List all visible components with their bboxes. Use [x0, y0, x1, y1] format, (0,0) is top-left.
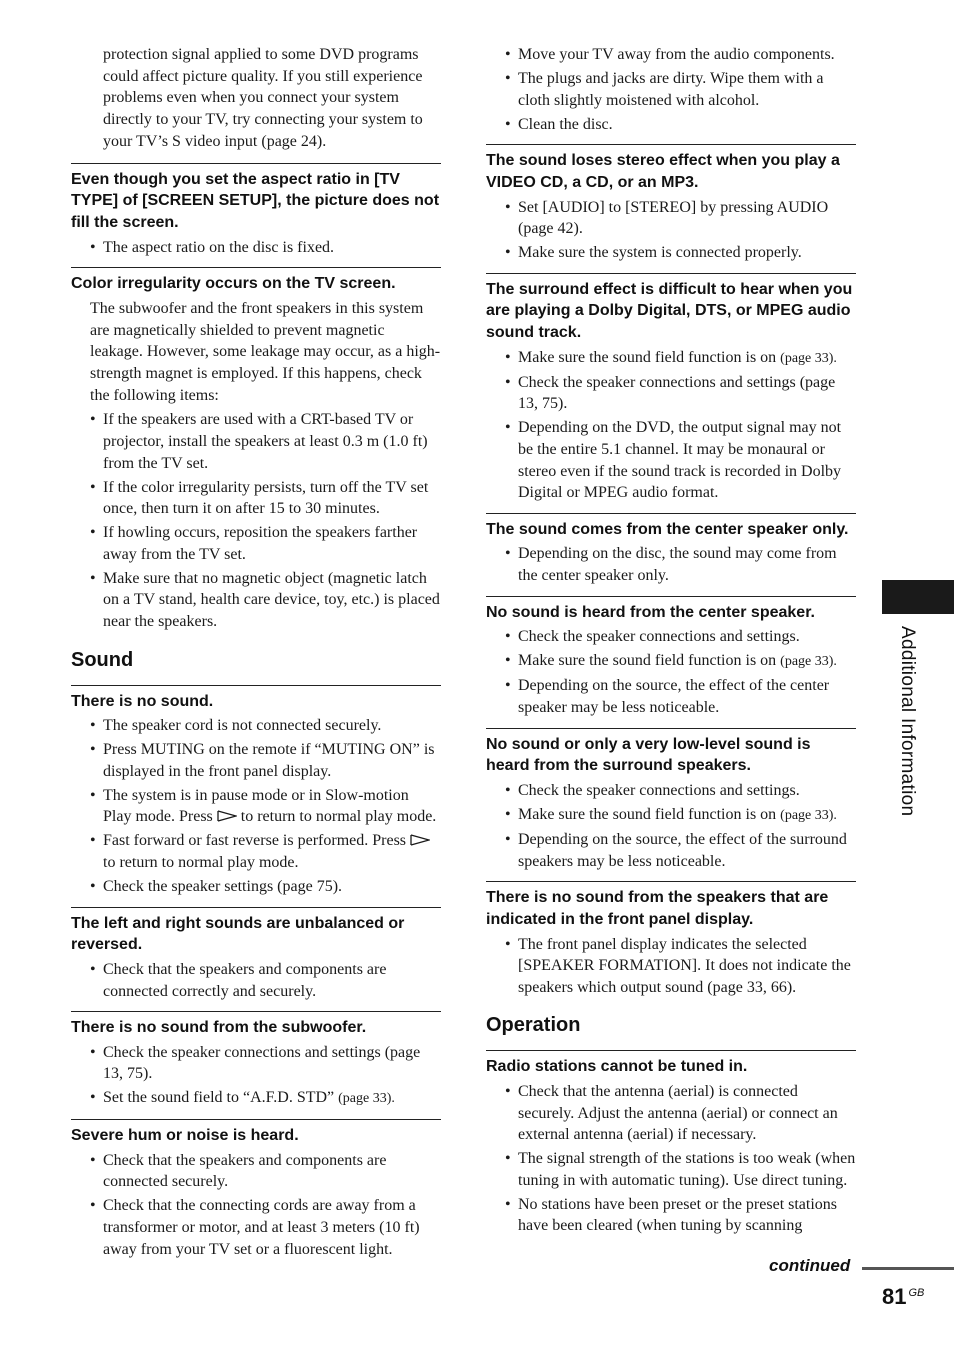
list-item: • If howling occurs, reposition the speakers farther away from the TV set.	[71, 522, 441, 565]
page-reference: (page 33).	[780, 350, 837, 366]
list-item	[71, 785, 441, 828]
list-item: • If the speakers are used with a CRT-based TV or projector, install the speakers at least 0.3 m (1.0 ft) from the TV set.	[71, 409, 441, 474]
list-item: • Check the speaker connections and settings.	[486, 780, 856, 802]
list-item: • Check that the speakers and components are connected securely.	[71, 1150, 441, 1193]
topic-indicated-speakers	[486, 881, 856, 998]
list-item: • Move your TV away from the audio components.	[486, 44, 856, 66]
topic-stereo-effect	[486, 144, 856, 264]
topic-no-center	[486, 596, 856, 719]
item-list	[71, 1042, 441, 1110]
topic-heading: The left and right sounds are unbalanced or reversed.	[71, 914, 405, 954]
list-item: • Check that the antenna (aerial) is connected securely. Adjust the antenna (aerial) or connect an external antenna (aerial) if necessary.	[486, 1081, 856, 1146]
list-item: • The signal strength of the stations is too weak (when tuning in with automatic tuning). Use direct tuning.	[486, 1148, 856, 1191]
topic-body: The subwoofer and the front speakers in this system are magnetically shielded to prevent magnetic leakage. However, some leakage may occur, as a high-strength magnet is employed. If this happens, check the following items:	[90, 299, 441, 404]
left-column	[71, 44, 441, 1269]
item-list	[486, 1081, 856, 1237]
topic-heading: Color irregularity occurs on the TV screen.	[71, 275, 396, 293]
item-list	[486, 347, 856, 504]
list-item: • Set [AUDIO] to [STEREO] by pressing AUDIO (page 42).	[486, 197, 856, 240]
list-item: • The speaker cord is not connected securely.	[71, 715, 441, 737]
list-item: • The front panel display indicates the selected [SPEAKER FORMATION]. It does not indicate the speakers which output sound (page 33, 66).	[486, 934, 856, 999]
continued-rule	[862, 1267, 954, 1270]
topic-heading: The surround effect is difficult to hear when you are playing a Dolby Digital, DTS, or MPEG audio sound track.	[486, 280, 853, 342]
list-item: • Check the speaker connections and settings (page 13, 75).	[486, 372, 856, 415]
page-number-suffix: GB	[908, 1287, 925, 1299]
item-list	[71, 1150, 441, 1260]
side-section-label: Additional Information	[897, 626, 918, 817]
list-item-text: The system is in pause mode or in Slow-motion Play mode. Press	[103, 786, 409, 826]
list-item: • Depending on the source, the effect of the center speaker may be less noticeable.	[486, 675, 856, 718]
list-item: • If the color irregularity persists, turn off the TV set once, then turn it on after 15 to 30 minutes.	[71, 477, 441, 520]
topic-heading: The sound loses stereo effect when you play a VIDEO CD, a CD, or an MP3.	[486, 152, 840, 191]
page-reference: (page 33).	[338, 1091, 395, 1107]
item-list	[71, 409, 441, 632]
list-item: • Check the speaker connections and settings.	[486, 626, 856, 648]
list-item: • Depending on the disc, the sound may come from the center speaker only.	[486, 543, 856, 586]
item-list	[71, 959, 441, 1002]
list-item-text: Make sure the sound field function is on	[518, 805, 777, 823]
topic-hum-noise	[71, 1119, 441, 1260]
list-item: • Depending on the DVD, the output signal may not be the entire 5.1 channel. It may be monaural or stereo even if the sound track is recorded in Dolby Digital or MPEG audio format.	[486, 417, 856, 503]
topic-heading: No sound or only a very low-level sound is heard from the surround speakers.	[486, 735, 811, 775]
list-item	[71, 830, 441, 873]
list-item: • Make sure that no magnetic object (magnetic latch on a TV stand, health care device, toy, etc.) is placed near the speakers.	[71, 568, 441, 633]
topic-surround-effect	[486, 273, 856, 504]
continued-label: continued	[769, 1256, 851, 1275]
page-reference: (page 33).	[780, 654, 837, 670]
item-list	[486, 197, 856, 264]
page-reference: (page 33).	[780, 807, 837, 823]
list-item	[486, 804, 856, 827]
list-item: • The plugs and jacks are dirty. Wipe them with a cloth slightly moistened with alcohol.	[486, 68, 856, 111]
list-item-text: Make sure the sound field function is on	[518, 348, 777, 366]
topic-heading: No sound is heard from the center speaker.	[486, 603, 815, 621]
topic-aspect-ratio	[71, 163, 441, 259]
list-item: • Make sure the system is connected properly.	[486, 242, 856, 264]
item-list	[486, 780, 856, 872]
list-item-text: Set the sound field to “A.F.D. STD”	[103, 1089, 335, 1107]
list-item: • Check that the speakers and components are connected correctly and securely.	[71, 959, 441, 1002]
list-item	[71, 1087, 441, 1110]
list-item: • Depending on the source, the effect of the surround speakers may be less noticeable.	[486, 829, 856, 872]
topic-heading: There is no sound from the speakers that are indicated in the front panel display.	[486, 889, 829, 928]
item-list	[71, 237, 441, 259]
topic-heading: Radio stations cannot be tuned in.	[486, 1058, 748, 1076]
topic-heading: Even though you set the aspect ratio in [TV TYPE] of [SCREEN SETUP], the picture does not fill the screen.	[71, 170, 440, 231]
list-item: • Clean the disc.	[486, 114, 856, 136]
list-item: • Press MUTING on the remote if “MUTING ON” is displayed in the front panel display.	[71, 739, 441, 782]
topic-unbalanced	[71, 907, 441, 1003]
topic-heading: Severe hum or noise is heard.	[71, 1127, 299, 1145]
topic-heading: The sound comes from the center speaker only.	[486, 520, 849, 538]
item-list	[486, 626, 856, 718]
list-item-text: to return to normal play mode.	[240, 808, 437, 826]
right-column	[486, 44, 856, 1246]
list-item-text: to return to normal play mode.	[103, 853, 299, 871]
topic-center-only	[486, 513, 856, 587]
list-item-text: Make sure the sound field function is on	[518, 652, 777, 670]
intro-paragraph: protection signal applied to some DVD programs could affect picture quality. If you still experience problems even when you connect your system directly to your TV, try connecting your system to your TV’s S video input (page 24).	[103, 46, 423, 150]
list-item-text: Fast forward or fast reverse is performed. Press	[103, 832, 407, 850]
topic-heading: There is no sound.	[71, 692, 214, 710]
list-item	[486, 347, 856, 370]
topic-radio	[486, 1050, 856, 1237]
item-list	[486, 934, 856, 999]
item-list	[486, 44, 856, 135]
list-item: • Check the speaker settings (page 75).	[71, 876, 441, 898]
side-tab-marker	[882, 580, 954, 614]
item-list	[71, 715, 441, 897]
list-item: • The aspect ratio on the disc is fixed.	[71, 237, 441, 259]
play-icon	[217, 810, 237, 822]
topic-no-sound	[71, 685, 441, 898]
item-list	[486, 543, 856, 586]
list-item	[486, 650, 856, 673]
play-icon	[410, 834, 430, 846]
section-title-sound: Sound	[71, 648, 134, 671]
topic-color-irregularity	[71, 267, 441, 632]
page-number	[882, 1284, 924, 1310]
page-number-value: 81	[882, 1284, 907, 1309]
section-title-operation: Operation	[486, 1014, 581, 1037]
topic-surround-low	[486, 728, 856, 873]
topic-heading: There is no sound from the subwoofer.	[71, 1019, 367, 1037]
list-item: • Check the speaker connections and settings (page 13, 75).	[71, 1042, 441, 1085]
list-item: • No stations have been preset or the preset stations have been cleared (when tuning by scanning	[486, 1194, 856, 1237]
list-item: • Check that the connecting cords are away from a transformer or motor, and at least 3 meters (10 ft) away from your TV set or a fluorescent light.	[71, 1195, 441, 1260]
topic-subwoofer	[71, 1011, 441, 1110]
